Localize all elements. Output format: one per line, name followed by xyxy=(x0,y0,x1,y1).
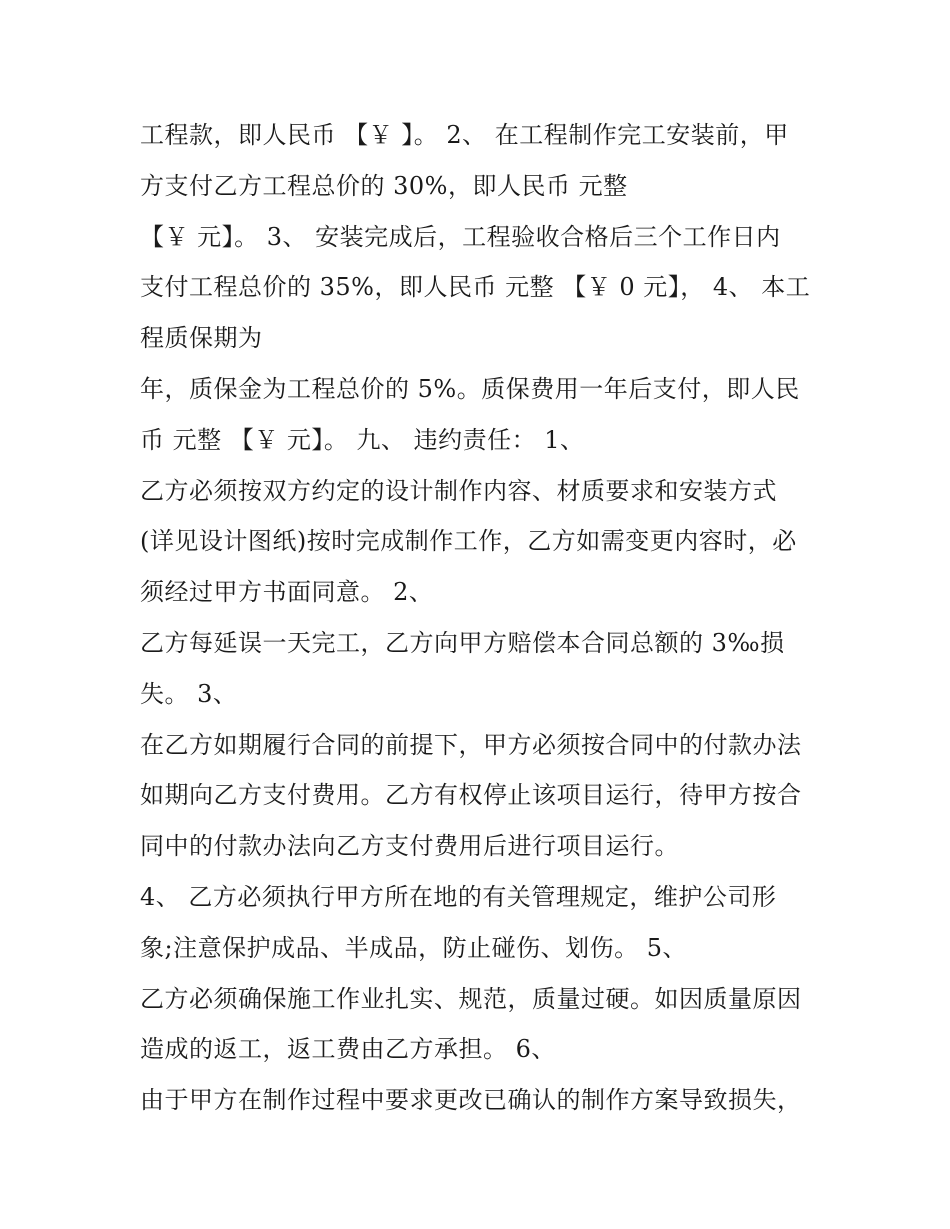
text-line: 乙方必须确保施工作业扎实、规范，质量过硬。如因质量原因 xyxy=(140,984,802,1013)
text-line: 失。 3、 xyxy=(140,679,238,708)
text-line: 同中的付款办法向乙方支付费用后进行项目运行。 xyxy=(140,832,679,861)
text-line: 工程款，即人民币 【￥ 】。 2、 在工程制作完工安装前，甲 xyxy=(140,121,789,149)
text-line: 造成的返工，返工费由乙方承担。 6、 xyxy=(140,1035,556,1064)
contract-text xyxy=(140,110,830,1126)
text-line: 乙方必须按双方约定的设计制作内容、材质要求和安装方式 xyxy=(140,476,777,505)
text-line: 在乙方如期履行合同的前提下，甲方必须按合同中的付款办法 xyxy=(140,730,802,759)
text-line: 由于甲方在制作过程中要求更改已确认的制作方案导致损失， xyxy=(140,1086,802,1115)
text-line: 支付工程总价的 35%，即人民币 元整 【￥ 0 元】， 4、 本工 xyxy=(140,273,811,302)
text-line: 方支付乙方工程总价的 30%，即人民币 元整 xyxy=(140,171,628,200)
text-line: 如期向乙方支付费用。乙方有权停止该项目运行，待甲方按合 xyxy=(140,781,802,810)
text-line: 币 元整 【￥ 元】。 九、 违约责任： 1、 xyxy=(140,425,585,454)
text-line: 乙方每延误一天完工，乙方向甲方赔偿本合同总额的 3‰损 xyxy=(140,628,785,657)
text-line: (详见设计图纸)按时完成制作工作，乙方如需变更内容时，必 xyxy=(140,527,797,556)
text-line: 4、 乙方必须执行甲方所在地的有关管理规定，维护公司形 xyxy=(140,882,777,911)
text-line: 须经过甲方书面同意。 2、 xyxy=(140,578,434,607)
text-line: 【￥ 元】。 3、 安装完成后，工程验收合格后三个工作日内 xyxy=(140,222,781,251)
text-line: 程质保期为 xyxy=(140,324,263,353)
text-line: 象;注意保护成品、半成品，防止碰伤、划伤。 5、 xyxy=(140,933,687,962)
text-line: 年，质保金为工程总价的 5%。质保费用一年后支付，即人民 xyxy=(140,374,800,403)
